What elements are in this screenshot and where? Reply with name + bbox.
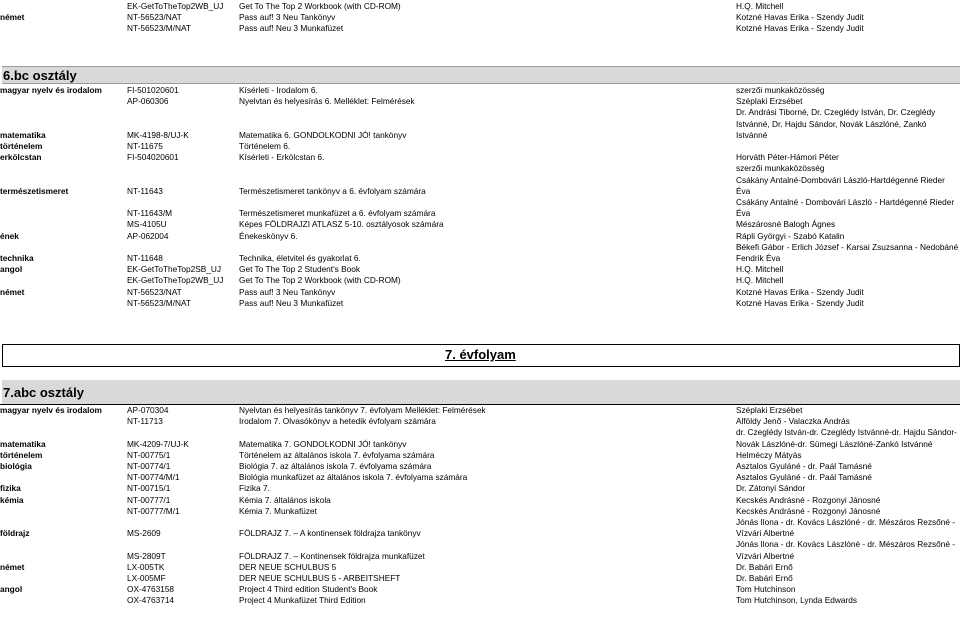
- title-cell: DER NEUE SCHULBUS 5 - ARBEITSHEFT: [239, 573, 401, 584]
- title-cell: Technika, életvitel és gyakorlat 6.: [239, 253, 361, 264]
- title-cell: FÖLDRAJZ 7. – A kontinensek földrajza tankönyv: [239, 528, 421, 539]
- author-cell: Tom Hutchinson, Lynda Edwards: [736, 595, 857, 606]
- class-label: 6.bc osztály: [3, 68, 77, 83]
- author-cell: Dr. Zátonyi Sándor: [736, 483, 806, 494]
- code-cell: NT-00775/1: [127, 449, 171, 460]
- author-cell: Dr. Andrási Tiborné, Dr. Czeglédy István, Dr. Czeglédy Istvánné, Dr. Hajdu Sándor, Novák Lászlóné, Zankó Istvánné: [736, 107, 936, 140]
- author-cell: Kecskés Andrásné - Rozgonyi Jánosné: [736, 494, 881, 505]
- subject-cell: angol: [0, 264, 23, 275]
- code-cell: NT-11675: [127, 141, 163, 152]
- author-cell: H.Q. Mitchell: [736, 264, 784, 275]
- title-cell: Biológia munkafüzet az általános iskola 7. évfolyama számára: [239, 472, 468, 483]
- subject-cell: [0, 506, 127, 517]
- table-row: [0, 298, 960, 309]
- author-cell: Békefi Gábor - Erlich József - Karsai Zsuzsanna - Nedobáné Fendrik Éva: [736, 241, 959, 264]
- author-cell: [736, 141, 960, 152]
- author-cell: Csákány Antalné - Dombovári László - Hartdégenné Rieder Éva: [736, 197, 955, 219]
- table-row: [0, 275, 960, 286]
- class-label: 7.abc osztály: [3, 385, 84, 400]
- table-row: [0, 416, 960, 427]
- code-cell: NT-11713: [127, 416, 163, 427]
- subject-cell: angol: [0, 584, 23, 595]
- class-header-7abc: [2, 380, 960, 404]
- title-cell: Természetismeret munkafüzet a 6. évfolyam számára: [239, 208, 436, 219]
- title-cell: [239, 163, 736, 174]
- code-cell: NT-56523/NAT: [127, 12, 182, 23]
- table-row: [0, 242, 960, 264]
- class-7abc-rows: [0, 405, 960, 607]
- subject-cell: [0, 96, 127, 107]
- table-row: [0, 152, 960, 163]
- title-cell: Project 4 Third edition Student's Book: [239, 584, 378, 595]
- author-cell: dr. Czeglédy István-dr. Czeglédy Istvánné-dr. Hajdu Sándor-Novák Lászlóné-dr. Sümegi Lászlóné-Zankó Istvánné: [736, 427, 957, 449]
- table-row: [0, 264, 960, 275]
- title-cell: DER NEUE SCHULBUS 5: [239, 561, 337, 572]
- code-cell: AP-070304: [127, 405, 169, 415]
- author-cell: Kotzné Havas Erika - Szendy Judit: [736, 297, 864, 308]
- author-cell: Jónás Ilona - dr. Kovács Lászlóné - dr. Mészáros Rezsőné - Vízvári Albertné: [736, 517, 956, 539]
- title-cell: Matematika 7. GONDOLKODNI JÓ! tankönyv: [239, 438, 407, 449]
- code-cell: FI-501020601: [127, 85, 179, 95]
- table-row: [0, 483, 960, 494]
- code-cell: OX-4763714: [127, 595, 175, 606]
- title-cell: Matematika 6. GONDOLKODNI JÓ! tankönyv: [239, 129, 407, 140]
- code-cell: MS-2609: [127, 528, 161, 539]
- title-cell: Nyelvtan és helyesírás 6. Melléklet: Felmérések: [239, 96, 415, 107]
- subject-cell: német: [0, 561, 25, 572]
- code-cell: NT-00715/1: [127, 483, 171, 494]
- title-cell: Fizika 7.: [239, 483, 270, 494]
- subject-cell: földrajz: [0, 528, 30, 539]
- code-cell: MS-2809T: [127, 550, 166, 561]
- table-row: [0, 1, 960, 12]
- code-cell: OX-4763158: [127, 584, 175, 595]
- author-cell: Helméczy Mátyás: [736, 449, 802, 460]
- code-cell: MS-4105U: [127, 219, 167, 230]
- table-row: [0, 517, 960, 539]
- author-cell: szerzői munkaközösség: [736, 163, 825, 174]
- author-cell: szerzői munkaközösség: [736, 85, 825, 95]
- table-row: [0, 573, 960, 584]
- class-header-6bc: [2, 66, 960, 84]
- table-row: [0, 163, 960, 174]
- author-cell: Asztalos Gyuláné - dr. Paál Tamásné: [736, 461, 872, 472]
- subject-cell: ének: [0, 230, 19, 241]
- title-cell: Képes FÖLDRAJZI ATLASZ 5-10. osztályosok számára: [239, 219, 444, 230]
- table-row: [0, 141, 960, 152]
- subject-cell: kémia: [0, 494, 24, 505]
- table-row: [0, 12, 960, 23]
- subject-cell: [0, 1, 127, 12]
- table-row: [0, 427, 960, 449]
- table-row: [0, 595, 960, 606]
- title-cell: Kémia 7. Munkafüzet: [239, 505, 317, 516]
- code-cell: AP-060306: [127, 96, 169, 107]
- code-cell: NT-11648: [127, 253, 163, 264]
- title-cell: Történelem 6.: [239, 141, 291, 152]
- subject-cell: erkölcstan: [0, 152, 42, 163]
- code-cell: MK-4198-8/UJ-K: [127, 129, 189, 140]
- code-cell: MK-4209-7/UJ-K: [127, 438, 189, 449]
- subject-cell: [0, 573, 127, 584]
- author-cell: H.Q. Mitchell: [736, 1, 784, 11]
- code-cell: NT-00774/M/1: [127, 472, 180, 483]
- table-row: [0, 23, 960, 34]
- title-cell: Project 4 Munkafüzet Third Edition: [239, 595, 366, 606]
- table-row: [0, 197, 960, 219]
- title-cell: FÖLDRAJZ 7. – Kontinensek földrajza munkafüzet: [239, 550, 425, 561]
- title-cell: Nyelvtan és helyesírás tankönyv 7. évfolyam Melléklet: Felmérések: [239, 405, 486, 415]
- author-cell: Asztalos Gyuláné - dr. Paál Tamásné: [736, 472, 872, 483]
- subject-cell: [0, 595, 127, 606]
- code-cell: NT-56523/M/NAT: [127, 23, 191, 34]
- subject-cell: [0, 275, 127, 286]
- author-cell: H.Q. Mitchell: [736, 275, 784, 286]
- title-cell: Énekeskönyv 6.: [239, 230, 298, 241]
- code-cell: [127, 163, 239, 174]
- table-row: [0, 219, 960, 230]
- subject-cell: magyar nyelv és irodalom: [0, 405, 102, 415]
- title-cell: Get To The Top 2 Workbook (with CD-ROM): [239, 1, 401, 11]
- subject-cell: [0, 219, 127, 230]
- table-row: [0, 562, 960, 573]
- top-rows: [0, 1, 960, 35]
- table-row: [0, 405, 960, 416]
- grade-heading: [2, 344, 960, 367]
- author-cell: Dr. Babári Ernő: [736, 573, 793, 584]
- author-cell: Alföldy Jenő - Valaczka András: [736, 416, 850, 427]
- author-cell: Kotzné Havas Erika - Szendy Judit: [736, 12, 864, 23]
- table-row: [0, 231, 960, 242]
- code-cell: LX-005MF: [127, 573, 166, 584]
- title-cell: Kísérleti - Irodalom 6.: [239, 85, 318, 95]
- title-cell: Kísérleti - Erkölcstan 6.: [239, 152, 325, 163]
- title-cell: Kémia 7. általános iskola: [239, 494, 331, 505]
- title-cell: Természetismeret tankönyv a 6. évfolyam számára: [239, 185, 426, 196]
- author-cell: Dr. Babári Ernő: [736, 561, 793, 572]
- subject-cell: természetismeret: [0, 185, 69, 196]
- author-cell: Kotzné Havas Erika - Szendy Judit: [736, 286, 864, 297]
- title-cell: Pass auf! Neu 3 Munkafüzet: [239, 297, 344, 308]
- title-cell: Get To The Top 2 Student's Book: [239, 264, 361, 275]
- subject-cell: fizika: [0, 483, 21, 494]
- code-cell: NT-11643/M: [127, 208, 173, 219]
- title-cell: Pass auf! Neu 3 Munkafüzet: [239, 23, 344, 34]
- title-cell: Irodalom 7. Olvasókönyv a hetedik évfolyam számára: [239, 416, 436, 427]
- author-cell: Széplaki Erzsébet: [736, 96, 803, 107]
- author-cell: Kecskés Andrásné - Rozgonyi Jánosné: [736, 505, 881, 516]
- table-row: [0, 539, 960, 561]
- subject-cell: [0, 23, 127, 34]
- class-6bc-rows: [0, 85, 960, 309]
- title-cell: Biológia 7. az általános iskola 7. évfolyama számára: [239, 461, 432, 472]
- code-cell: LX-005TK: [127, 561, 165, 572]
- table-row: [0, 461, 960, 472]
- code-cell: NT-00777/1: [127, 494, 171, 505]
- author-cell: Mészárosné Balogh Ágnes: [736, 219, 836, 230]
- title-cell: Get To The Top 2 Workbook (with CD-ROM): [239, 275, 401, 286]
- author-cell: Kotzné Havas Erika - Szendy Judit: [736, 23, 864, 34]
- table-row: [0, 175, 960, 197]
- code-cell: EK-GetToTheTop2WB_UJ: [127, 1, 224, 11]
- table-row: [0, 96, 960, 107]
- title-cell: Pass auf! 3 Neu Tankönyv: [239, 12, 336, 23]
- author-cell: Tom Hutchinson: [736, 584, 796, 595]
- author-cell: Horváth Péter-Hámori Péter: [736, 152, 839, 163]
- code-cell: NT-56523/M/NAT: [127, 297, 191, 308]
- table-row: [0, 450, 960, 461]
- table-row: [0, 85, 960, 96]
- subject-cell: [0, 472, 127, 483]
- subject-cell: magyar nyelv és irodalom: [0, 85, 102, 95]
- table-row: [0, 584, 960, 595]
- code-cell: NT-56523/NAT: [127, 286, 182, 297]
- table-row: [0, 107, 960, 141]
- table-row: [0, 287, 960, 298]
- title-cell: Pass auf! 3 Neu Tankönyv: [239, 286, 336, 297]
- subject-cell: biológia: [0, 461, 32, 472]
- code-cell: NT-11643: [127, 185, 163, 196]
- subject-cell: német: [0, 286, 25, 297]
- code-cell: AP-062004: [127, 230, 169, 241]
- table-row: [0, 506, 960, 517]
- code-cell: NT-00777/M/1: [127, 505, 180, 516]
- subject-cell: [0, 163, 127, 174]
- title-cell: Történelem az általános iskola 7. évfolyama számára: [239, 449, 435, 460]
- code-cell: EK-GetToTheTop2SB_UJ: [127, 264, 222, 275]
- subject-cell: matematika: [0, 438, 46, 449]
- table-row: [0, 472, 960, 483]
- subject-cell: [0, 416, 127, 427]
- author-cell: Rápli Györgyi - Szabó Katalin: [736, 230, 845, 241]
- grade-label: 7. évfolyam: [445, 347, 516, 362]
- subject-cell: történelem: [0, 449, 43, 460]
- code-cell: NT-00774/1: [127, 461, 171, 472]
- subject-cell: matematika: [0, 129, 46, 140]
- subject-cell: technika: [0, 253, 34, 264]
- code-cell: FI-504020601: [127, 152, 179, 163]
- subject-cell: történelem: [0, 141, 43, 152]
- author-cell: Jónás Ilona - dr. Kovács Lászlóné - dr. Mészáros Rezsőné - Vízvári Albertné: [736, 539, 956, 561]
- subject-cell: [0, 298, 127, 309]
- author-cell: Széplaki Erzsébet: [736, 405, 803, 415]
- subject-cell: német: [0, 12, 25, 23]
- author-cell: Csákány Antalné-Dombovári László-Hartdégenné Rieder Éva: [736, 174, 945, 196]
- table-row: [0, 495, 960, 506]
- code-cell: EK-GetToTheTop2WB_UJ: [127, 275, 224, 286]
